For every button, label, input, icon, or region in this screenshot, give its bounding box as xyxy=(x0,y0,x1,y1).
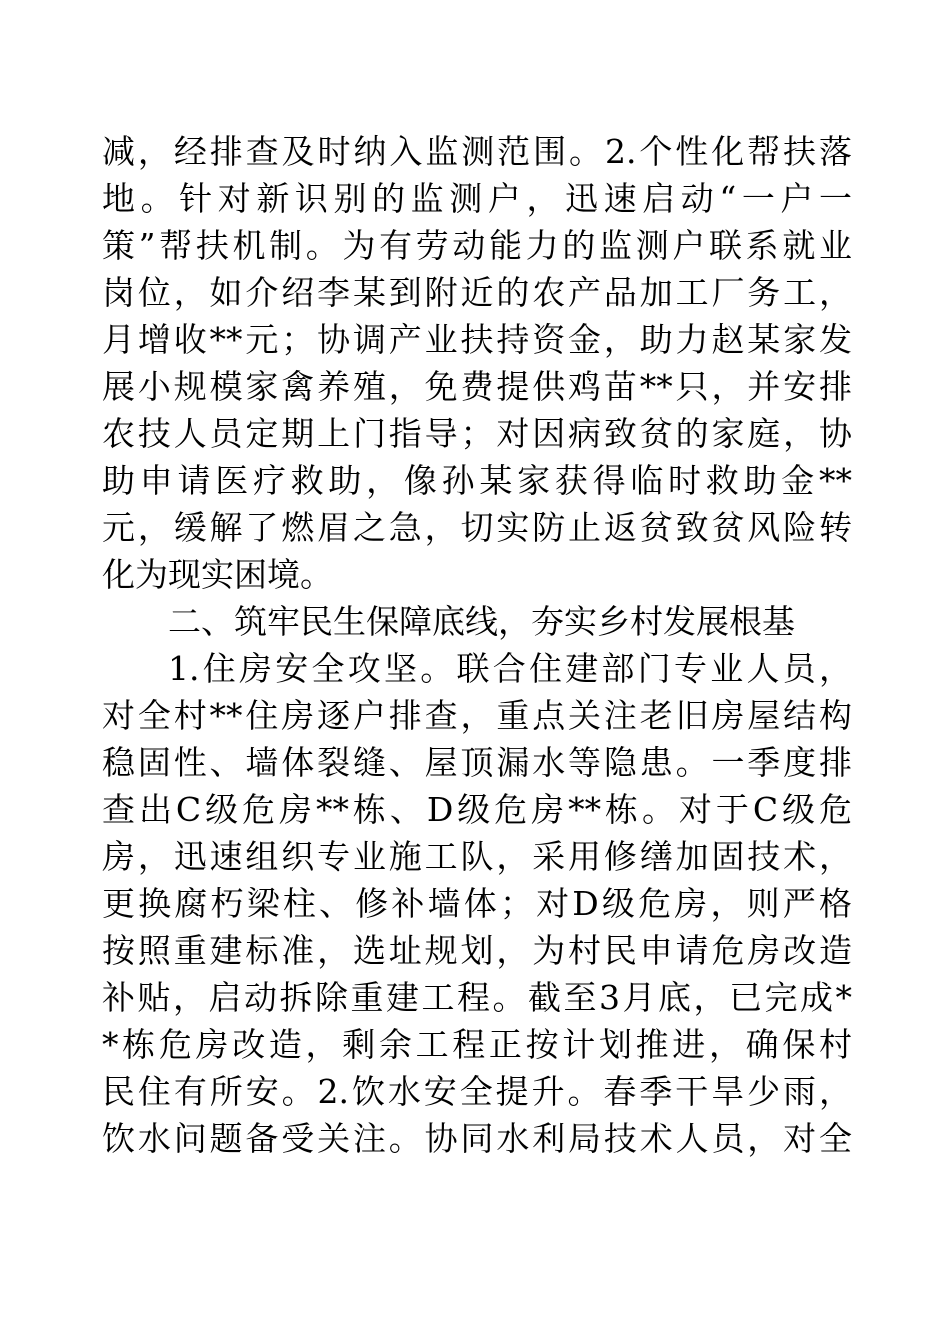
text-line-16: 房，迅速组织专业施工队，采用修缮加固技术， xyxy=(102,837,852,876)
text-line-14: 稳固性、墙体裂缝、屋顶漏水等隐患。一季度排 xyxy=(102,743,852,782)
text-line-2: 地。针对新识别的监测户，迅速启动“一户一 xyxy=(102,179,852,218)
text-line-13: 对全村**住房逐户排查，重点关注老旧房屋结构 xyxy=(102,696,852,735)
text-line-1: 减，经排查及时纳入监测范围。2.个性化帮扶落 xyxy=(102,132,852,171)
text-line-4: 岗位，如介绍李某到附近的农产品加工厂务工， xyxy=(102,273,852,312)
section-heading: 二、筑牢民生保障底线，夯实乡村发展根基 xyxy=(168,602,795,641)
text-line-8: 助申请医疗救助，像孙某家获得临时救助金** xyxy=(102,461,852,500)
text-line-19: 补贴，启动拆除重建工程。截至3月底，已完成* xyxy=(102,978,852,1017)
text-line-20: *栋危房改造，剩余工程正按计划推进，确保村 xyxy=(102,1025,852,1064)
text-line-5: 月增收**元；协调产业扶持资金，助力赵某家发 xyxy=(102,320,852,359)
text-line-15: 查出C级危房**栋、D级危房**栋。对于C级危 xyxy=(102,790,852,829)
text-line-22: 饮水问题备受关注。协同水利局技术人员，对全 xyxy=(102,1119,852,1158)
text-line-9: 元，缓解了燃眉之急，切实防止返贫致贫风险转 xyxy=(102,508,852,547)
text-line-7: 农技人员定期上门指导；对因病致贫的家庭，协 xyxy=(102,414,852,453)
text-line-12: 1.住房安全攻坚。联合住建部门专业人员， xyxy=(168,649,852,688)
text-line-6: 展小规模家禽养殖，免费提供鸡苗**只，并安排 xyxy=(102,367,852,406)
text-line-3: 策”帮扶机制。为有劳动能力的监测户联系就业 xyxy=(102,226,852,265)
text-line-18: 按照重建标准，选址规划，为村民申请危房改造 xyxy=(102,931,852,970)
text-line-21: 民住有所安。2.饮水安全提升。春季干旱少雨， xyxy=(102,1072,852,1111)
text-line-10: 化为现实困境。 xyxy=(102,555,333,594)
document-page xyxy=(102,128,852,1162)
text-line-17: 更换腐朽梁柱、修补墙体；对D级危房，则严格 xyxy=(102,884,852,923)
